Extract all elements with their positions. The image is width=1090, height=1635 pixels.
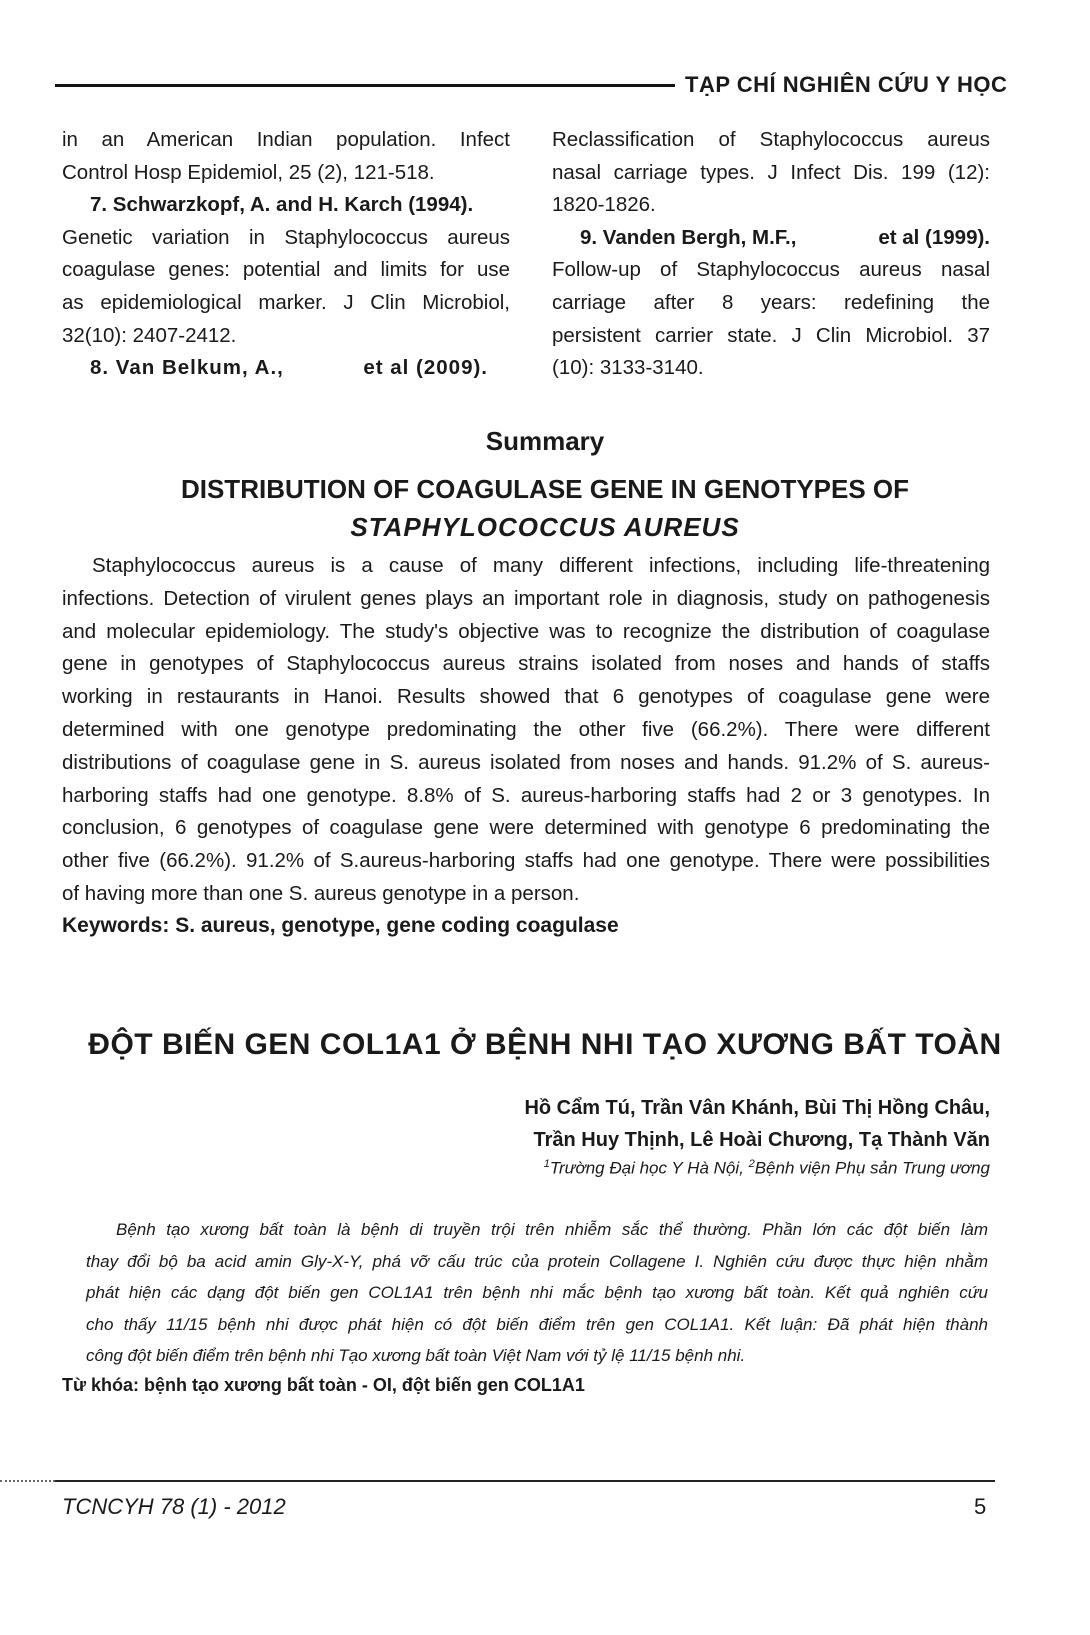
right-column	[552, 124, 990, 385]
article-title: ĐỘT BIẾN GEN COL1A1 Ở BỆNH NHI TẠO XƯƠNG BẤT TOÀN	[88, 1028, 1002, 1061]
page-number: 5	[974, 1494, 987, 1519]
ref-line: nasal carriage types. J Infect Dis. 199 (12):	[552, 160, 990, 184]
authors-line2: Trần Huy Thịnh, Lê Hoài Chương, Tạ Thành Văn	[533, 1129, 990, 1151]
ref-line: as epidemiological marker. J Clin Microbiol,	[62, 290, 510, 314]
vn-abstract	[86, 1214, 988, 1372]
ref8-year: et al (2009).	[363, 356, 488, 380]
author-list	[524, 1092, 990, 1156]
affiliations	[544, 1158, 990, 1179]
summary-title	[0, 470, 1090, 546]
abstract-line: gene in genotypes of Staphylococcus aureus strains isolated from noses and hands of staffs	[62, 652, 990, 676]
abstract-line: determined with one genotype predominating the other five (66.2%). There were different	[62, 717, 990, 741]
header-rule	[55, 84, 675, 87]
affiliation-1: Trường Đại học Y Hà Nội,	[549, 1158, 744, 1178]
ref9-heading	[552, 222, 990, 255]
abstract-line: and molecular epidemiology. The study's objective was to recognize the distribution of coagulase	[62, 619, 990, 643]
abstract-line: other five (66.2%). 91.2% of S.aureus-harboring staffs had one genotype. There were possibilities	[62, 849, 990, 873]
summary-abstract	[62, 550, 990, 911]
footer-dots	[0, 1480, 55, 1482]
keywords-label: Keywords:	[62, 914, 170, 937]
ref-line: coagulase genes: potential and limits for use	[62, 258, 510, 282]
ref-line: 1820-1826.	[552, 193, 656, 217]
ref-line: Control Hosp Epidemiol, 25 (2), 121-518.	[62, 160, 435, 184]
vn-abstract-line: Bệnh tạo xương bất toàn là bệnh di truyền trội trên nhiễm sắc thể thường. Phần lớn các đột biến làm	[116, 1220, 988, 1239]
ref-line: Follow-up of Staphylococcus aureus nasal	[552, 258, 990, 282]
abstract-line: working in restaurants in Hanoi. Results showed that 6 genotypes of coagulase gene were	[62, 685, 990, 709]
ref-line: carriage after 8 years: redefining the	[552, 290, 990, 314]
journal-title: TẠP CHÍ NGHIÊN CỨU Y HỌC	[685, 72, 1008, 97]
abstract-line: harboring staffs had one genotype. 8.8% of S. aureus-harboring staffs had 2 or 3 genotypes. In	[62, 783, 990, 807]
ref-line: in an American Indian population. Infect	[62, 128, 510, 151]
vn-keywords: Từ khóa: bệnh tạo xương bất toàn - OI, đột biến gen COL1A1	[62, 1375, 585, 1395]
authors-line1: Hồ Cẩm Tú, Trần Vân Khánh, Bùi Thị Hồng Châu,	[524, 1097, 990, 1119]
abstract-line: Staphylococcus aureus is a cause of many different infections, including life-threatening	[92, 554, 990, 577]
footer-citation: TCNCYH 78 (1) - 2012	[62, 1494, 286, 1519]
ref-line: persistent carrier state. J Clin Microbiol. 37	[552, 323, 990, 347]
ref-line: (10): 3133-3140.	[552, 356, 704, 380]
summary-heading: Summary	[485, 426, 605, 456]
vn-abstract-line: thay đổi bộ ba acid amin Gly-X-Y, phá vỡ cấu trúc của protein Collagene I. Nghiên cứu được thực hiện nhằm	[86, 1251, 988, 1271]
abstract-line: distributions of coagulase gene in S. aureus isolated from noses and hands. 91.2% of S. aureus-	[62, 750, 990, 774]
ref8-heading	[62, 352, 488, 385]
vn-abstract-line: phát hiện các dạng đột biến gen COL1A1 trên bệnh nhi mắc bệnh tạo xương bất toàn. Kết quả nghiên cứu	[86, 1283, 988, 1302]
ref7-heading: 7. Schwarzkopf, A. and H. Karch (1994).	[90, 193, 474, 217]
affil-marker: 1	[543, 1158, 550, 1170]
ref-line: Reclassification of Staphylococcus aureus	[552, 128, 990, 151]
abstract-line: conclusion, 6 genotypes of coagulase gene were determined with genotype 6 predominating the	[62, 816, 990, 840]
abstract-line: infections. Detection of virulent genes plays an important role in diagnosis, study on pathogenesis	[62, 586, 990, 610]
summary-title-line1: DISTRIBUTION OF COAGULASE GENE IN GENOTYPES OF	[180, 474, 910, 504]
abstract-line: of having more than one S. aureus genotype in a person.	[62, 881, 580, 905]
ref-line: 32(10): 2407-2412.	[62, 323, 237, 347]
left-column	[62, 124, 510, 385]
affiliation-2: Bệnh viện Phụ sản Trung ương	[754, 1158, 990, 1178]
vn-abstract-line: cho thấy 11/15 bệnh nhi được phát hiện có đột biến điểm trên gen COL1A1. Kết luận: Đã phát hiện thành	[86, 1314, 988, 1334]
affil-marker: 2	[748, 1158, 755, 1170]
summary-title-line2: STAPHYLOCOCCUS AUREUS	[350, 512, 740, 542]
footer-rule	[55, 1480, 995, 1482]
keywords-value: S. aureus, genotype, gene coding coagulase	[175, 914, 619, 937]
ref9-author: 9. Vanden Bergh, M.F.,	[580, 225, 797, 249]
ref8-author: 8. Van Belkum, A.,	[90, 356, 284, 380]
keywords	[62, 914, 619, 938]
vn-abstract-line: công đột biến điểm trên bệnh nhi Tạo xương bất toàn Việt Nam với tỷ lệ 11/15 bệnh nhi.	[86, 1346, 746, 1365]
ref9-year: et al (1999).	[878, 225, 990, 249]
ref-line: Genetic variation in Staphylococcus aureus	[62, 225, 510, 249]
